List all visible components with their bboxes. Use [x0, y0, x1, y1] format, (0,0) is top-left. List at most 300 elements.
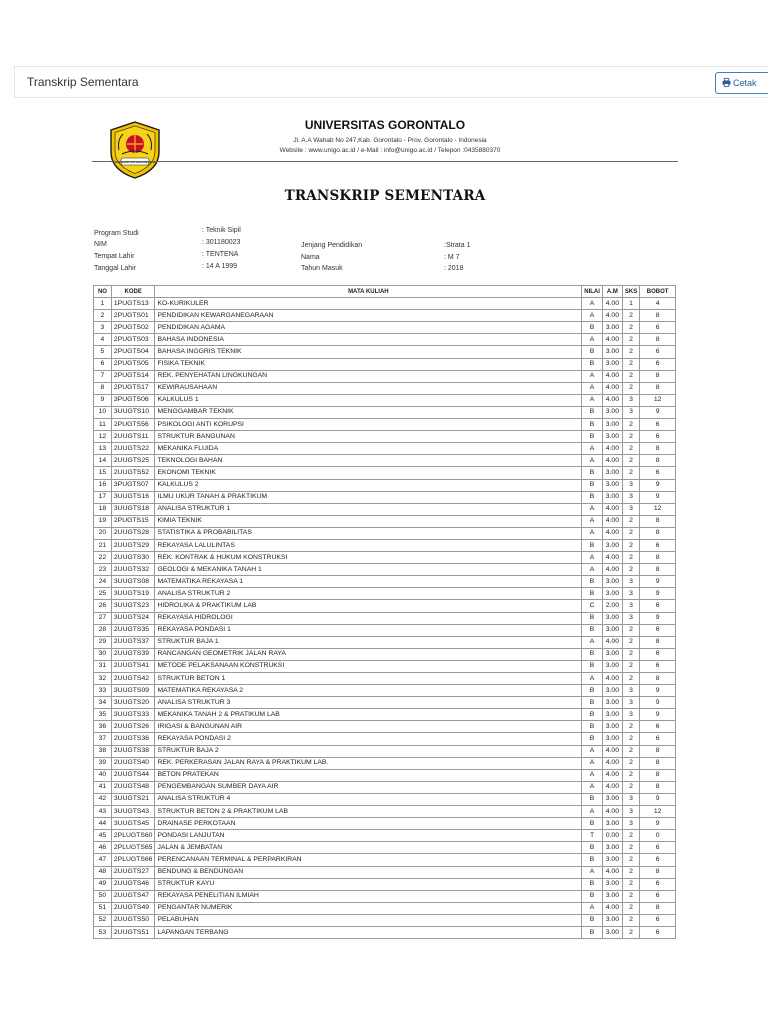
- table-row: [94, 322, 676, 334]
- cell-kode: 3UUGTS18: [111, 503, 155, 515]
- table-row: [94, 902, 676, 914]
- cell-mata-kuliah: STRUKTUR BANGUNAN: [155, 431, 582, 443]
- cell-bobot: 6: [640, 624, 676, 636]
- table-row: [94, 636, 676, 648]
- cell-bobot: 12: [640, 503, 676, 515]
- cell-no: 48: [94, 866, 112, 878]
- cell-nilai: B: [582, 588, 603, 600]
- cell-mata-kuliah: REKAYASA HIDROLOGI: [155, 612, 582, 624]
- cell-mata-kuliah: PENGEMBANGAN SUMBER DAYA AIR: [155, 781, 582, 793]
- cell-nilai: A: [582, 455, 603, 467]
- table-row: [94, 697, 676, 709]
- cell-am: 4.00: [602, 866, 622, 878]
- cell-mata-kuliah: PENGANTAR NUMERIK: [155, 902, 582, 914]
- cell-nilai: B: [582, 648, 603, 660]
- cell-nilai: A: [582, 515, 603, 527]
- cell-nilai: B: [582, 854, 603, 866]
- cell-mata-kuliah: HIDROLIKA & PRAKTIKUM LAB: [155, 600, 582, 612]
- cell-mata-kuliah: MATEMATIKA REKAYASA 1: [155, 576, 582, 588]
- cell-bobot: 9: [640, 709, 676, 721]
- cell-bobot: 6: [640, 431, 676, 443]
- cell-sks: 2: [622, 745, 639, 757]
- cell-mata-kuliah: PENDIDIKAN KEWARGANEGARAAN: [155, 310, 582, 322]
- table-row: [94, 406, 676, 418]
- print-button[interactable]: [715, 72, 768, 94]
- table-row: [94, 878, 676, 890]
- cell-no: 3: [94, 322, 112, 334]
- cell-sks: 2: [622, 552, 639, 564]
- cell-sks: 2: [622, 721, 639, 733]
- cell-mata-kuliah: KIMIA TEKNIK: [155, 515, 582, 527]
- cell-bobot: 9: [640, 697, 676, 709]
- cell-nilai: B: [582, 721, 603, 733]
- university-logo: [105, 120, 165, 180]
- cell-bobot: 8: [640, 745, 676, 757]
- cell-bobot: 8: [640, 552, 676, 564]
- cell-no: 45: [94, 830, 112, 842]
- cell-mata-kuliah: KALKULUS 1: [155, 394, 582, 406]
- cell-kode: 2UUGTS38: [111, 745, 155, 757]
- cell-mata-kuliah: BENDUNG & BENDUNGAN: [155, 866, 582, 878]
- cell-mata-kuliah: STATISTIKA & PROBABILITAS: [155, 527, 582, 539]
- header-kode: KODE: [111, 286, 155, 298]
- cell-no: 27: [94, 612, 112, 624]
- cell-no: 17: [94, 491, 112, 503]
- cell-nilai: A: [582, 382, 603, 394]
- cell-bobot: 6: [640, 721, 676, 733]
- cell-nilai: A: [582, 443, 603, 455]
- cell-sks: 2: [622, 914, 639, 926]
- table-row: [94, 527, 676, 539]
- cell-no: 43: [94, 806, 112, 818]
- cell-bobot: 6: [640, 854, 676, 866]
- cell-nilai: A: [582, 745, 603, 757]
- cell-no: 14: [94, 455, 112, 467]
- cell-kode: 2UUGTS39: [111, 648, 155, 660]
- cell-mata-kuliah: METODE PELAKSANAAN KONSTRUKSI: [155, 660, 582, 672]
- cell-no: 53: [94, 926, 112, 938]
- cell-sks: 2: [622, 539, 639, 551]
- cell-bobot: 6: [640, 660, 676, 672]
- cell-kode: 2UUGTS52: [111, 467, 155, 479]
- cell-mata-kuliah: ANALISA STRUKTUR 4: [155, 793, 582, 805]
- cell-nilai: B: [582, 467, 603, 479]
- table-row: [94, 806, 676, 818]
- cell-nilai: A: [582, 394, 603, 406]
- label-jenjang-pendidikan: Jenjang Pendidikan: [301, 242, 363, 249]
- header-no: NO: [94, 286, 112, 298]
- table-row: [94, 394, 676, 406]
- cell-nilai: B: [582, 358, 603, 370]
- cell-bobot: 8: [640, 757, 676, 769]
- cell-sks: 2: [622, 527, 639, 539]
- cell-bobot: 4: [640, 298, 676, 310]
- cell-mata-kuliah: GEOLOGI & MEKANIKA TANAH 1: [155, 564, 582, 576]
- cell-kode: 3UUGTS09: [111, 685, 155, 697]
- cell-no: 37: [94, 733, 112, 745]
- cell-am: 4.00: [602, 443, 622, 455]
- cell-no: 51: [94, 902, 112, 914]
- cell-no: 13: [94, 443, 112, 455]
- cell-no: 29: [94, 636, 112, 648]
- table-row: [94, 624, 676, 636]
- table-row: [94, 721, 676, 733]
- cell-bobot: 8: [640, 781, 676, 793]
- cell-kode: 1PUGTS13: [111, 298, 155, 310]
- printer-icon: [722, 78, 731, 87]
- cell-kode: 2UUGTS32: [111, 564, 155, 576]
- table-row: [94, 830, 676, 842]
- cell-mata-kuliah: MENGGAMBAR TEKNIK: [155, 406, 582, 418]
- value-jenjang-pendidikan: :Strata 1: [444, 242, 471, 249]
- label-tempat-lahir: Tempat Lahir: [94, 253, 135, 260]
- cell-no: 24: [94, 576, 112, 588]
- cell-am: 3.00: [602, 612, 622, 624]
- cell-bobot: 6: [640, 926, 676, 938]
- cell-no: 19: [94, 515, 112, 527]
- cell-no: 11: [94, 419, 112, 431]
- cell-bobot: 9: [640, 612, 676, 624]
- cell-sks: 2: [622, 382, 639, 394]
- cell-no: 32: [94, 673, 112, 685]
- cell-sks: 2: [622, 890, 639, 902]
- cell-nilai: A: [582, 334, 603, 346]
- cell-nilai: B: [582, 576, 603, 588]
- cell-sks: 2: [622, 648, 639, 660]
- label-nama: Nama: [301, 254, 320, 261]
- cell-bobot: 8: [640, 370, 676, 382]
- cell-kode: 2UUGTS22: [111, 443, 155, 455]
- cell-am: 3.00: [602, 721, 622, 733]
- cell-bobot: 8: [640, 902, 676, 914]
- cell-bobot: 9: [640, 576, 676, 588]
- cell-mata-kuliah: ANALISA STRUKTUR 3: [155, 697, 582, 709]
- cell-am: 4.00: [602, 370, 622, 382]
- table-row: [94, 443, 676, 455]
- cell-mata-kuliah: PSIKOLOGI ANTI KORUPSI: [155, 419, 582, 431]
- cell-mata-kuliah: MATEMATIKA REKAYASA 2: [155, 685, 582, 697]
- cell-kode: 2PUGTS01: [111, 310, 155, 322]
- cell-nilai: C: [582, 600, 603, 612]
- cell-am: 3.00: [602, 818, 622, 830]
- cell-kode: 3UUGTS33: [111, 709, 155, 721]
- cell-sks: 2: [622, 443, 639, 455]
- cell-nilai: A: [582, 866, 603, 878]
- cell-sks: 3: [622, 576, 639, 588]
- cell-am: 4.00: [602, 503, 622, 515]
- header-am: A.M: [602, 286, 622, 298]
- cell-kode: 3UUGTS45: [111, 818, 155, 830]
- cell-bobot: 6: [640, 539, 676, 551]
- table-row: [94, 310, 676, 322]
- table-row: [94, 503, 676, 515]
- cell-sks: 2: [622, 878, 639, 890]
- cell-sks: 3: [622, 612, 639, 624]
- cell-sks: 2: [622, 781, 639, 793]
- cell-kode: 2PUGTS15: [111, 515, 155, 527]
- cell-mata-kuliah: STRUKTUR KAYU: [155, 878, 582, 890]
- cell-mata-kuliah: REKAYASA LALULINTAS: [155, 539, 582, 551]
- cell-sks: 3: [622, 588, 639, 600]
- cell-mata-kuliah: KO-KURIKULER: [155, 298, 582, 310]
- cell-bobot: 8: [640, 527, 676, 539]
- table-row: [94, 358, 676, 370]
- cell-kode: 3UUGTS20: [111, 697, 155, 709]
- cell-nilai: B: [582, 660, 603, 672]
- cell-kode: 3PUGTS06: [111, 394, 155, 406]
- header-nilai: NILAI: [582, 286, 603, 298]
- table-row: [94, 515, 676, 527]
- cell-nilai: B: [582, 926, 603, 938]
- cell-kode: 2PLUGTS65: [111, 842, 155, 854]
- table-row: [94, 781, 676, 793]
- table-row: [94, 745, 676, 757]
- label-program-studi: Program Studi: [94, 230, 139, 237]
- cell-nilai: A: [582, 673, 603, 685]
- document-title: TRANSKRIP SEMENTARA: [284, 188, 486, 204]
- cell-am: 3.00: [602, 358, 622, 370]
- cell-am: 3.00: [602, 685, 622, 697]
- cell-am: 3.00: [602, 467, 622, 479]
- cell-no: 10: [94, 406, 112, 418]
- cell-sks: 2: [622, 624, 639, 636]
- cell-mata-kuliah: REK. PERKERASAN JALAN RAYA & PRAKTIKUM LAB.: [155, 757, 582, 769]
- cell-mata-kuliah: DRAINASE PERKOTAAN: [155, 818, 582, 830]
- cell-nilai: B: [582, 419, 603, 431]
- cell-nilai: A: [582, 298, 603, 310]
- cell-no: 52: [94, 914, 112, 926]
- table-row: [94, 866, 676, 878]
- cell-mata-kuliah: JALAN & JEMBATAN: [155, 842, 582, 854]
- cell-am: 3.00: [602, 539, 622, 551]
- cell-mata-kuliah: REK. KONTRAK & HUKUM KONSTRUKSI: [155, 552, 582, 564]
- cell-mata-kuliah: PENDIDIKAN AGAMA: [155, 322, 582, 334]
- cell-no: 35: [94, 709, 112, 721]
- cell-bobot: 8: [640, 443, 676, 455]
- cell-sks: 3: [622, 394, 639, 406]
- cell-no: 30: [94, 648, 112, 660]
- cell-nilai: T: [582, 830, 603, 842]
- cell-bobot: 6: [640, 914, 676, 926]
- cell-mata-kuliah: ANALISA STRUKTUR 1: [155, 503, 582, 515]
- cell-mata-kuliah: REKAYASA PONDASI 1: [155, 624, 582, 636]
- cell-bobot: 6: [640, 733, 676, 745]
- cell-am: 3.00: [602, 322, 622, 334]
- cell-am: 4.00: [602, 455, 622, 467]
- cell-bobot: 8: [640, 515, 676, 527]
- cell-am: 3.00: [602, 346, 622, 358]
- cell-am: 3.00: [602, 588, 622, 600]
- cell-sks: 2: [622, 769, 639, 781]
- cell-am: 3.00: [602, 842, 622, 854]
- cell-no: 46: [94, 842, 112, 854]
- cell-kode: 2UUGTS41: [111, 660, 155, 672]
- cell-kode: 2PUGTS17: [111, 382, 155, 394]
- cell-am: 4.00: [602, 745, 622, 757]
- cell-sks: 2: [622, 564, 639, 576]
- cell-no: 23: [94, 564, 112, 576]
- cell-am: 3.00: [602, 576, 622, 588]
- cell-bobot: 8: [640, 334, 676, 346]
- cell-no: 4: [94, 334, 112, 346]
- cell-am: 4.00: [602, 673, 622, 685]
- cell-bobot: 6: [640, 648, 676, 660]
- cell-kode: 2UUGTS26: [111, 721, 155, 733]
- cell-mata-kuliah: TEKNOLOGI BAHAN: [155, 455, 582, 467]
- cell-sks: 2: [622, 757, 639, 769]
- cell-nilai: A: [582, 310, 603, 322]
- cell-bobot: 9: [640, 818, 676, 830]
- cell-am: 4.00: [602, 564, 622, 576]
- cell-sks: 2: [622, 455, 639, 467]
- cell-nilai: B: [582, 612, 603, 624]
- value-nama: : M 7: [444, 254, 460, 261]
- table-row: [94, 733, 676, 745]
- cell-sks: 2: [622, 431, 639, 443]
- table-row: [94, 431, 676, 443]
- cell-no: 42: [94, 793, 112, 805]
- table-row: [94, 564, 676, 576]
- cell-kode: 2UUGTS11: [111, 431, 155, 443]
- cell-sks: 2: [622, 346, 639, 358]
- cell-kode: 3UUGTS43: [111, 806, 155, 818]
- cell-nilai: B: [582, 818, 603, 830]
- cell-nilai: B: [582, 491, 603, 503]
- cell-nilai: B: [582, 709, 603, 721]
- cell-am: 3.00: [602, 793, 622, 805]
- cell-kode: 2UUGTS28: [111, 527, 155, 539]
- cell-kode: 3UUGTS19: [111, 588, 155, 600]
- cell-no: 47: [94, 854, 112, 866]
- cell-mata-kuliah: IRIGASI & BANGUNAN AIR: [155, 721, 582, 733]
- cell-sks: 3: [622, 491, 639, 503]
- cell-sks: 3: [622, 503, 639, 515]
- cell-kode: 2UUGTS44: [111, 769, 155, 781]
- cell-no: 22: [94, 552, 112, 564]
- transcript-table: [93, 285, 676, 939]
- cell-mata-kuliah: ILMU UKUR TANAH & PRAKTIKUM: [155, 491, 582, 503]
- label-tahun-masuk: Tahun Masuk: [301, 265, 343, 272]
- cell-kode: 3UUGTS21: [111, 793, 155, 805]
- page-header-bar: [14, 66, 768, 98]
- cell-nilai: B: [582, 431, 603, 443]
- cell-sks: 2: [622, 636, 639, 648]
- cell-sks: 2: [622, 842, 639, 854]
- cell-kode: 3UUGTS24: [111, 612, 155, 624]
- cell-sks: 2: [622, 467, 639, 479]
- university-address: Jl. A.A Wahab No 247,Kab. Gorontalo - Prov. Gorontalo - Indonesia: [293, 137, 487, 144]
- cell-bobot: 8: [640, 673, 676, 685]
- print-button-label: Cetak: [733, 78, 757, 88]
- cell-bobot: 6: [640, 322, 676, 334]
- cell-sks: 3: [622, 697, 639, 709]
- table-row: [94, 346, 676, 358]
- cell-nilai: A: [582, 527, 603, 539]
- cell-mata-kuliah: REK. PENYEHATAN LINGKUNGAN: [155, 370, 582, 382]
- cell-bobot: 9: [640, 479, 676, 491]
- cell-sks: 2: [622, 358, 639, 370]
- cell-kode: 2UUGTS47: [111, 890, 155, 902]
- cell-mata-kuliah: FISIKA TEKNIK: [155, 358, 582, 370]
- cell-bobot: 9: [640, 588, 676, 600]
- cell-kode: 2PUGTS04: [111, 346, 155, 358]
- cell-am: 4.00: [602, 298, 622, 310]
- cell-sks: 3: [622, 406, 639, 418]
- cell-no: 20: [94, 527, 112, 539]
- cell-bobot: 8: [640, 455, 676, 467]
- cell-nilai: A: [582, 552, 603, 564]
- cell-mata-kuliah: KALKULUS 2: [155, 479, 582, 491]
- cell-mata-kuliah: PERENCANAAN TERMINAL & PERPARKIRAN: [155, 854, 582, 866]
- cell-am: 4.00: [602, 515, 622, 527]
- cell-am: 3.00: [602, 479, 622, 491]
- cell-mata-kuliah: BAHASA INGGRIS TEKNIK: [155, 346, 582, 358]
- cell-mata-kuliah: KEWIRAUSAHAAN: [155, 382, 582, 394]
- cell-bobot: 9: [640, 685, 676, 697]
- cell-am: 4.00: [602, 636, 622, 648]
- cell-sks: 2: [622, 370, 639, 382]
- cell-sks: 3: [622, 806, 639, 818]
- table-row: [94, 673, 676, 685]
- cell-am: 3.00: [602, 624, 622, 636]
- cell-mata-kuliah: PELABUHAN: [155, 914, 582, 926]
- table-row: [94, 370, 676, 382]
- cell-bobot: 8: [640, 382, 676, 394]
- cell-no: 40: [94, 769, 112, 781]
- cell-sks: 2: [622, 866, 639, 878]
- cell-no: 1: [94, 298, 112, 310]
- cell-no: 9: [94, 394, 112, 406]
- cell-bobot: 6: [640, 890, 676, 902]
- cell-mata-kuliah: STRUKTUR BETON 2 & PRAKTIKUM LAB: [155, 806, 582, 818]
- table-row: [94, 842, 676, 854]
- cell-nilai: B: [582, 793, 603, 805]
- cell-am: 4.00: [602, 552, 622, 564]
- cell-no: 50: [94, 890, 112, 902]
- cell-bobot: 6: [640, 467, 676, 479]
- cell-mata-kuliah: STRUKTUR BAJA 2: [155, 745, 582, 757]
- cell-nilai: B: [582, 624, 603, 636]
- cell-am: 3.00: [602, 733, 622, 745]
- cell-no: 38: [94, 745, 112, 757]
- cell-no: 2: [94, 310, 112, 322]
- cell-nilai: B: [582, 890, 603, 902]
- cell-no: 8: [94, 382, 112, 394]
- cell-kode: 3UUGTS08: [111, 576, 155, 588]
- table-row: [94, 600, 676, 612]
- cell-mata-kuliah: BAHASA INDONESIA: [155, 334, 582, 346]
- cell-sks: 3: [622, 793, 639, 805]
- cell-bobot: 0: [640, 830, 676, 842]
- cell-nilai: A: [582, 769, 603, 781]
- table-row: [94, 479, 676, 491]
- cell-no: 7: [94, 370, 112, 382]
- table-row: [94, 491, 676, 503]
- cell-kode: 3UUGTS16: [111, 491, 155, 503]
- table-header-row: [94, 286, 676, 298]
- cell-bobot: 6: [640, 419, 676, 431]
- cell-am: 4.00: [602, 527, 622, 539]
- cell-am: 4.00: [602, 394, 622, 406]
- table-row: [94, 854, 676, 866]
- cell-am: 4.00: [602, 902, 622, 914]
- cell-am: 4.00: [602, 781, 622, 793]
- cell-nilai: B: [582, 322, 603, 334]
- cell-nilai: A: [582, 636, 603, 648]
- cell-sks: 2: [622, 733, 639, 745]
- cell-sks: 2: [622, 310, 639, 322]
- cell-bobot: 6: [640, 358, 676, 370]
